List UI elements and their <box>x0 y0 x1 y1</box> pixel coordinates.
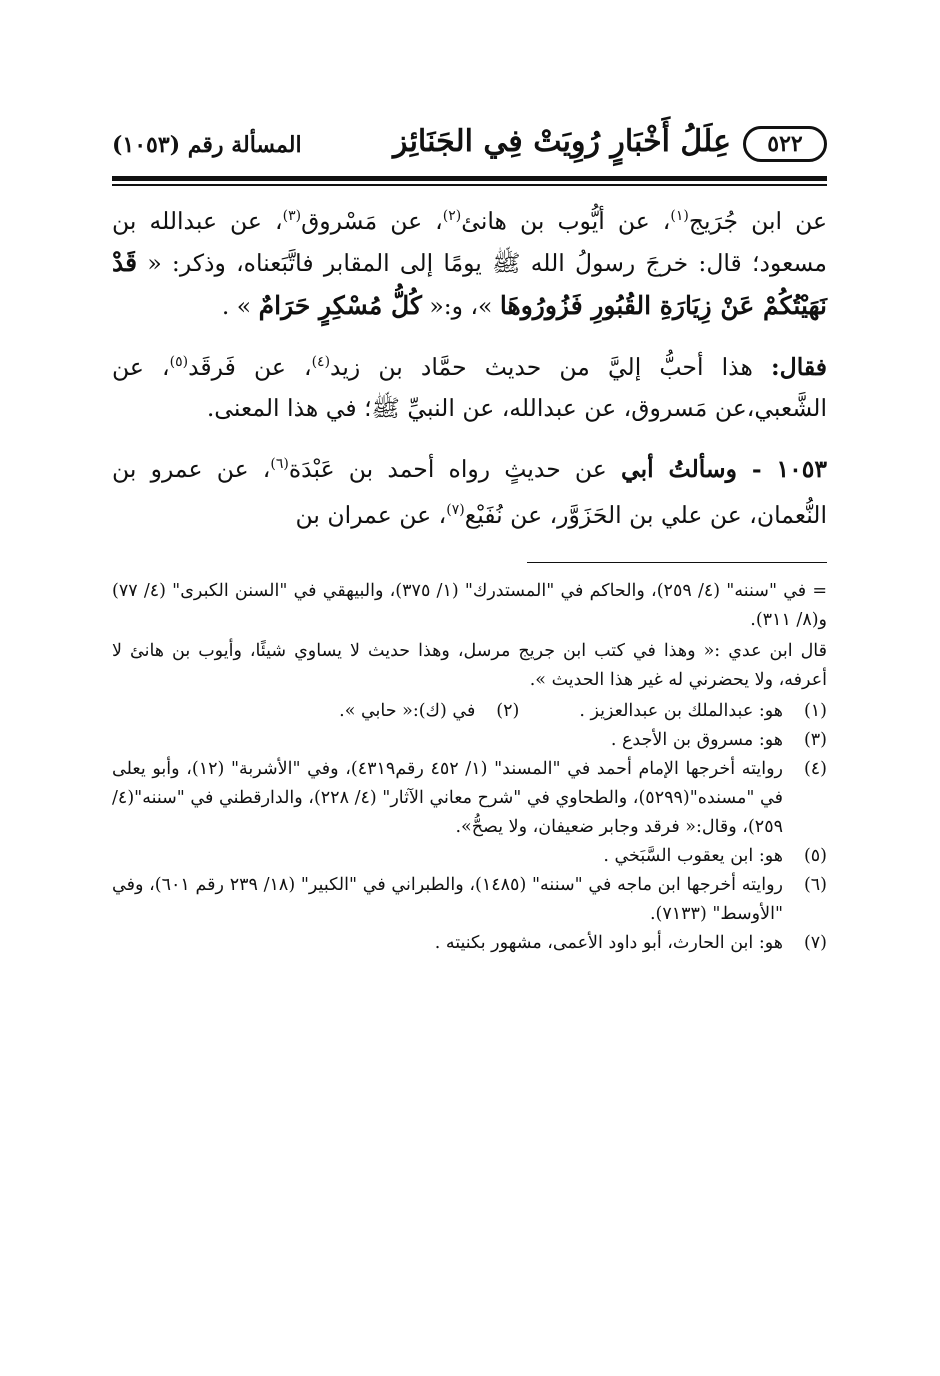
paragraph-3 <box>112 444 827 537</box>
footnote-ref: (٢) <box>442 208 462 224</box>
footnotes <box>112 577 827 958</box>
hadith-text: قَدْ نَهَيْتُكُمْ عَنْ زِيَارَةِ القُبُورِ فَزُورُوهَا <box>112 248 827 321</box>
footnote-text: هو: مسروق بن الأجدع . <box>610 730 783 751</box>
footnote-text: هو: عبدالملك بن عبدالعزيز . <box>579 701 783 722</box>
footnote-text: هو: ابن الحارث، أبو داود الأعمى، مشهور بكنيته . <box>434 933 783 954</box>
page-number: ٥٢٢ <box>743 126 827 162</box>
footnote-continuation: قال ابن عدي :« وهذا في كتب ابن جريج مرسل، وهذا حديث لا يساوي شيئًا، وأيوب بن هانئ لا أعرفه، ولا يحضرني له غير هذا الحديث ». <box>112 641 827 691</box>
paragraph-1 <box>112 196 827 328</box>
footnote-ref: (٧) <box>446 502 465 519</box>
text-run: عن ابن جُرَيج <box>688 206 827 235</box>
footnote-number: (٤) <box>803 759 827 780</box>
footnote-pair <box>112 697 827 726</box>
lead-word: فقال: <box>770 352 827 381</box>
header-rule-thin <box>112 184 827 186</box>
text-run: ، عن الشَّعبي،عن مَسروق، عن عبدالله، عن النبيِّ ﷺ؛ في هذا المعنى. <box>112 352 827 423</box>
footnote-ref: (٣) <box>282 208 302 224</box>
issue-heading: ١٠٥٣ - وسألتُ أبي <box>620 454 827 483</box>
footnote-number: (٢) <box>496 701 520 722</box>
footnote-item <box>579 697 827 726</box>
footnote-number: (٦) <box>803 875 827 896</box>
text-run: ، عن أيُّوب بن هانئ <box>461 206 671 235</box>
text-run: ، عن عبدالله بن مسعود؛ قال: خرجَ رسولُ الله ﷺ يومًا إلى المقابر فاتَّبَعناه، وذكر: « <box>112 206 827 278</box>
book-title: عِلَلُ أَخْبَارٍ رُوِيَتْ فِي الجَنَائِز <box>393 124 731 159</box>
text-run: عن حديثٍ رواه أحمد بن عَبْدَة <box>288 454 621 483</box>
footnote-item <box>339 697 519 726</box>
footnote-item <box>112 755 827 842</box>
issue-label: المسألة رقم (١٠٥٣) <box>112 132 302 158</box>
header-rule-thick <box>112 176 827 181</box>
footnote-number: (٣) <box>803 730 827 751</box>
footnote-text: روايته أخرجها ابن ماجه في "سننه" (١٤٨٥)، والطبراني في "الكبير" (١٨/ ٢٣٩ رقم ٦٠١)، وفي "الأوسط" (٧١٣٣). <box>112 875 784 925</box>
footnote-ref: (٤) <box>311 353 331 370</box>
text-run: ، عن فَرقَد <box>188 352 312 381</box>
footnote-item <box>112 726 827 755</box>
footnote-ref: (٦) <box>270 455 289 472</box>
text-run: هذا أحبُّ إليَّ من حديث حمَّاد بن زيد <box>330 352 771 381</box>
footnote-text: روايته أخرجها الإمام أحمد في "المسند" (١/ ٤٥٢ رقم٤٣١٩)، وفي "الأشربة" (١٢)، وأبو يعلى في "مسنده"(٥٢٩٩)، والطحاوي في "شرح معاني الآثار" (٤/ ٢٢٨)، والدارقطني في "سننه"(٤/ ٢٥٩)، وقال:« فرقد وجابر ضعيفان، ولا يصحُّ». <box>112 759 784 838</box>
text-run: ، عن عمرو بن النُّعمان، عن علي بن الحَزَوَّر، عن نُفَيْع <box>112 454 827 529</box>
text-run: ، عن مَسْروق <box>301 206 443 235</box>
footnote-ref: (٥) <box>169 353 189 370</box>
footnote-number: (٥) <box>803 846 827 867</box>
page <box>112 118 827 958</box>
hadith-text: كُلُّ مُسْكِرٍ حَرَامٌ <box>258 291 422 321</box>
footnote-item <box>112 929 827 958</box>
footnote-item <box>112 842 827 871</box>
footnote-number: (١) <box>803 701 827 722</box>
footnote-text: في (ك):« حابي ». <box>339 701 476 722</box>
footnote-text: هو: ابن يعقوب السَّبَخي . <box>603 846 783 867</box>
text-run: ، عن عمران بن <box>295 500 447 529</box>
text-run: »، و:« <box>421 292 500 321</box>
footnote-ref: (١) <box>670 208 689 224</box>
footnote-continuation: = في "سننه" (٤/ ٢٥٩)، والحاكم في "المستدرك" (١/ ٣٧٥)، والبيهقي في "السنن الكبرى" (٤/ ٧٧) و(٨/ ٣١١). <box>112 581 828 631</box>
paragraph-2 <box>112 342 827 430</box>
main-text <box>112 196 827 536</box>
footnote-number: (٧) <box>803 933 827 954</box>
footnote-item <box>112 871 827 929</box>
page-header <box>112 118 827 174</box>
footnote-divider <box>527 562 827 563</box>
text-run: » . <box>221 292 259 321</box>
